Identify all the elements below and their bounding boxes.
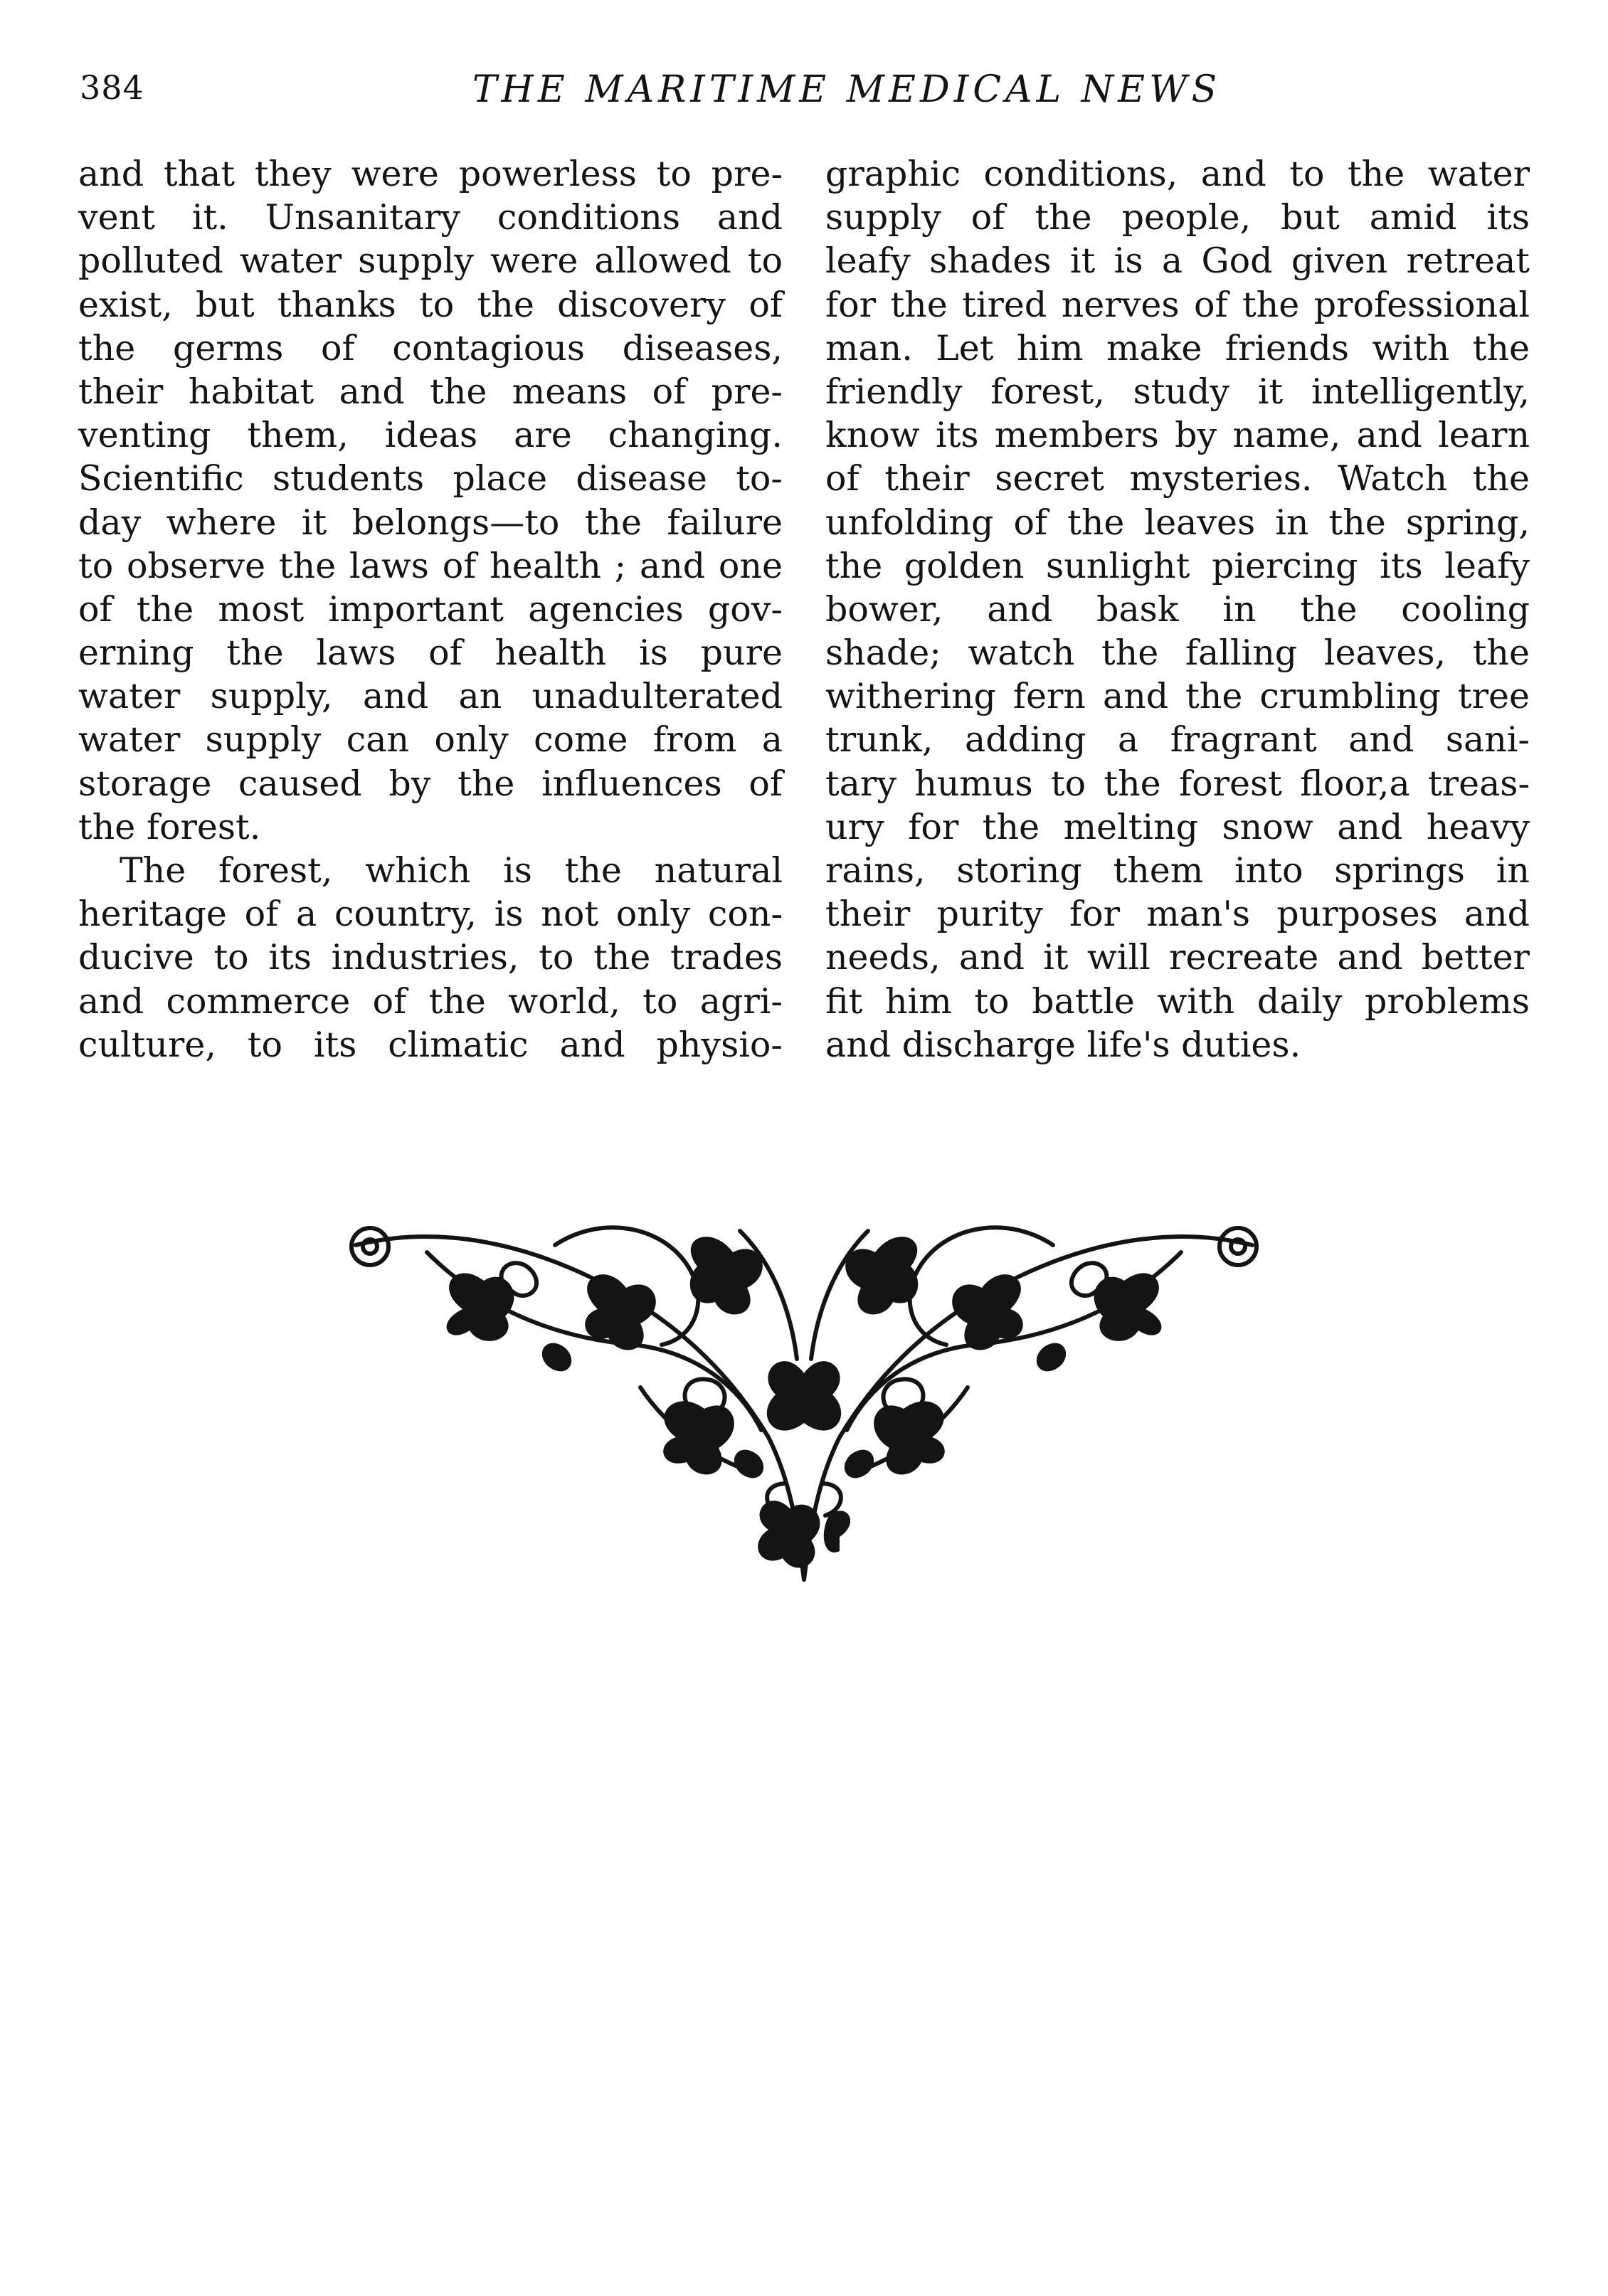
text-line: and commerce of the world, to agri- xyxy=(78,980,783,1022)
text-line: the golden sunlight piercing its leafy xyxy=(825,545,1530,586)
text-line: tary humus to the forest floor,a treas- xyxy=(825,763,1530,804)
text-line: fit him to battle with daily problems xyxy=(825,980,1530,1022)
text-line: leafy shades it is a God given retreat xyxy=(825,240,1530,282)
text-line: the forest. xyxy=(78,806,261,847)
text-line: ducive to its industries, to the trades xyxy=(78,937,783,978)
text-line: shade; watch the falling leaves, the xyxy=(825,633,1530,674)
text-line: storage caused by the influences of xyxy=(78,763,783,804)
running-head: THE MARITIME MEDICAL NEWS xyxy=(472,68,1222,111)
text-line: of the most important agencies gov- xyxy=(78,588,783,630)
text-line: Scientific students place disease to- xyxy=(78,458,783,499)
text-line: for the tired nerves of the professional xyxy=(825,284,1530,325)
text-line: water supply, and an unadulterated xyxy=(78,676,783,717)
left-column xyxy=(78,152,783,1067)
text-line: their habitat and the means of pre- xyxy=(78,371,783,412)
right-column xyxy=(825,152,1530,1067)
text-line: water supply can only come from a xyxy=(78,719,783,761)
text-line: The forest, which is the natural xyxy=(120,850,783,891)
text-line: ury for the melting snow and heavy xyxy=(825,806,1530,847)
text-line: polluted water supply were allowed to xyxy=(78,240,783,282)
text-line: the germs of contagious diseases, xyxy=(78,327,783,369)
text-line: unfolding of the leaves in the spring, xyxy=(825,502,1530,543)
text-line: friendly forest, study it intelligently, xyxy=(825,371,1530,412)
text-line: of their secret mysteries. Watch the xyxy=(825,458,1530,499)
text-line: bower, and bask in the cooling xyxy=(825,588,1530,630)
text-line: heritage of a country, is not only con- xyxy=(78,894,783,935)
text-line: supply of the people, but amid its xyxy=(825,197,1530,238)
text-line: trunk, adding a fragrant and sani- xyxy=(825,719,1530,761)
text-line: to observe the laws of health ; and one xyxy=(78,545,783,586)
text-line: and that they were powerless to pre- xyxy=(78,154,783,194)
text-line: man. Let him make friends with the xyxy=(825,327,1530,369)
text-line: withering fern and the crumbling tree xyxy=(825,676,1530,717)
text-line: venting them, ideas are changing. xyxy=(78,415,783,456)
text-line: erning the laws of health is pure xyxy=(78,633,783,674)
text-line: know its members by name, and learn xyxy=(825,415,1530,456)
text-line: day where it belongs—to the failure xyxy=(78,502,783,543)
text-line: and discharge life's duties. xyxy=(825,1024,1301,1065)
text-line: exist, but thanks to the discovery of xyxy=(78,284,783,325)
text-line: their purity for man's purposes and xyxy=(825,894,1530,935)
page-number: 384 xyxy=(80,68,144,107)
text-line: needs, and it will recreate and better xyxy=(825,937,1530,978)
text-line: vent it. Unsanitary conditions and xyxy=(78,197,783,238)
floral-tailpiece-ornament xyxy=(342,1202,1266,1601)
text-line: rains, storing them into springs in xyxy=(825,850,1530,891)
text-line: culture, to its climatic and physio- xyxy=(78,1024,783,1065)
text-line: graphic conditions, and to the water xyxy=(825,154,1530,194)
